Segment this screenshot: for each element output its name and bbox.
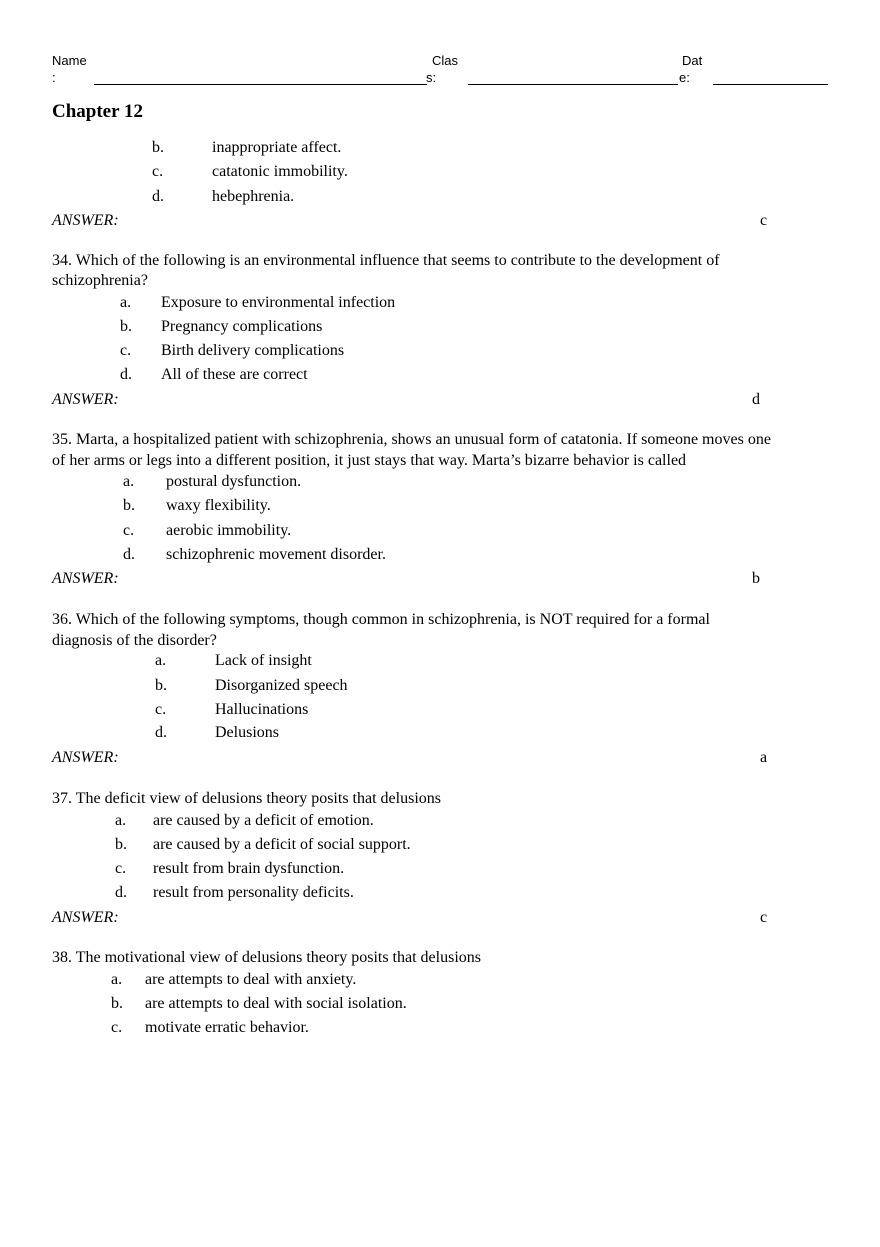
option-letter: c.	[152, 163, 164, 180]
option-text: are caused by a deficit of social support.	[153, 836, 411, 853]
option-letter: b.	[155, 677, 167, 694]
question-stem: 35. Marta, a hospitalized patient with schizophrenia, shows an unusual form of catatonia. If someone moves one	[52, 431, 771, 448]
option-letter: b.	[115, 836, 127, 853]
option-letter: a.	[155, 652, 167, 669]
name-label: Name	[52, 53, 87, 68]
answer-value: b	[752, 570, 760, 587]
option-text: inappropriate affect.	[212, 139, 342, 156]
option-letter: b.	[120, 318, 132, 335]
option-text: motivate erratic behavior.	[145, 1019, 309, 1036]
option-text: Disorganized speech	[215, 677, 348, 694]
option-letter: c.	[155, 701, 167, 718]
option-letter: d.	[120, 366, 132, 383]
class-field[interactable]	[468, 84, 678, 85]
option-text: are caused by a deficit of emotion.	[153, 812, 374, 829]
question-stem: 34. Which of the following is an environmental influence that seems to contribute to the development of	[52, 252, 720, 269]
option-text: All of these are correct	[161, 366, 308, 383]
option-text: Birth delivery complications	[161, 342, 345, 359]
answer-label: ANSWER:	[52, 749, 119, 766]
class-label: Clas	[432, 53, 459, 68]
option-letter: d.	[152, 188, 164, 205]
date-field[interactable]	[713, 84, 828, 85]
option-letter: d.	[155, 724, 167, 741]
answer-label: ANSWER:	[52, 212, 119, 229]
name-label-colon: :	[52, 70, 56, 85]
answer-label: ANSWER:	[52, 909, 119, 926]
answer-value: d	[752, 391, 760, 408]
chapter-title: Chapter 12	[52, 101, 143, 122]
option-letter: c.	[120, 342, 132, 359]
option-letter: d.	[115, 884, 127, 901]
option-text: result from brain dysfunction.	[153, 860, 345, 877]
answer-label: ANSWER:	[52, 391, 119, 408]
date-label: Dat	[682, 53, 703, 68]
option-letter: a.	[120, 294, 132, 311]
question-stem: schizophrenia?	[52, 272, 148, 289]
class-label-colon: s:	[426, 70, 437, 85]
answer-value: a	[760, 749, 768, 766]
option-letter: a.	[111, 971, 123, 988]
option-text: are attempts to deal with anxiety.	[145, 971, 357, 988]
option-letter: c.	[123, 522, 135, 539]
option-text: Delusions	[215, 724, 279, 741]
option-text: Pregnancy complications	[161, 318, 323, 335]
option-text: aerobic immobility.	[166, 522, 292, 539]
option-text: catatonic immobility.	[212, 163, 348, 180]
option-letter: a.	[123, 473, 135, 490]
option-text: Exposure to environmental infection	[161, 294, 396, 311]
option-text: Hallucinations	[215, 701, 309, 718]
option-text: Lack of insight	[215, 652, 312, 669]
name-field[interactable]	[94, 84, 427, 85]
question-stem: 38. The motivational view of delusions theory posits that delusions	[52, 949, 481, 966]
option-letter: b.	[111, 995, 123, 1012]
question-stem: of her arms or legs into a different position, it just stays that way. Marta’s bizarre behavior is called	[52, 452, 687, 469]
date-label-colon: e:	[679, 70, 690, 85]
option-letter: d.	[123, 546, 135, 563]
question-stem: 36. Which of the following symptoms, though common in schizophrenia, is NOT required for a formal	[52, 611, 710, 628]
question-stem: 37. The deficit view of delusions theory posits that delusions	[52, 790, 441, 807]
option-letter: c.	[111, 1019, 123, 1036]
answer-label: ANSWER:	[52, 570, 119, 587]
option-letter: a.	[115, 812, 127, 829]
option-text: waxy flexibility.	[166, 497, 271, 514]
answer-value: c	[760, 909, 768, 926]
option-letter: b.	[152, 139, 164, 156]
question-stem: diagnosis of the disorder?	[52, 632, 217, 649]
option-text: postural dysfunction.	[166, 473, 302, 490]
option-text: schizophrenic movement disorder.	[166, 546, 386, 563]
option-text: result from personality deficits.	[153, 884, 354, 901]
answer-value: c	[760, 212, 768, 229]
option-text: are attempts to deal with social isolation.	[145, 995, 407, 1012]
option-letter: c.	[115, 860, 127, 877]
option-letter: b.	[123, 497, 135, 514]
option-text: hebephrenia.	[212, 188, 295, 205]
